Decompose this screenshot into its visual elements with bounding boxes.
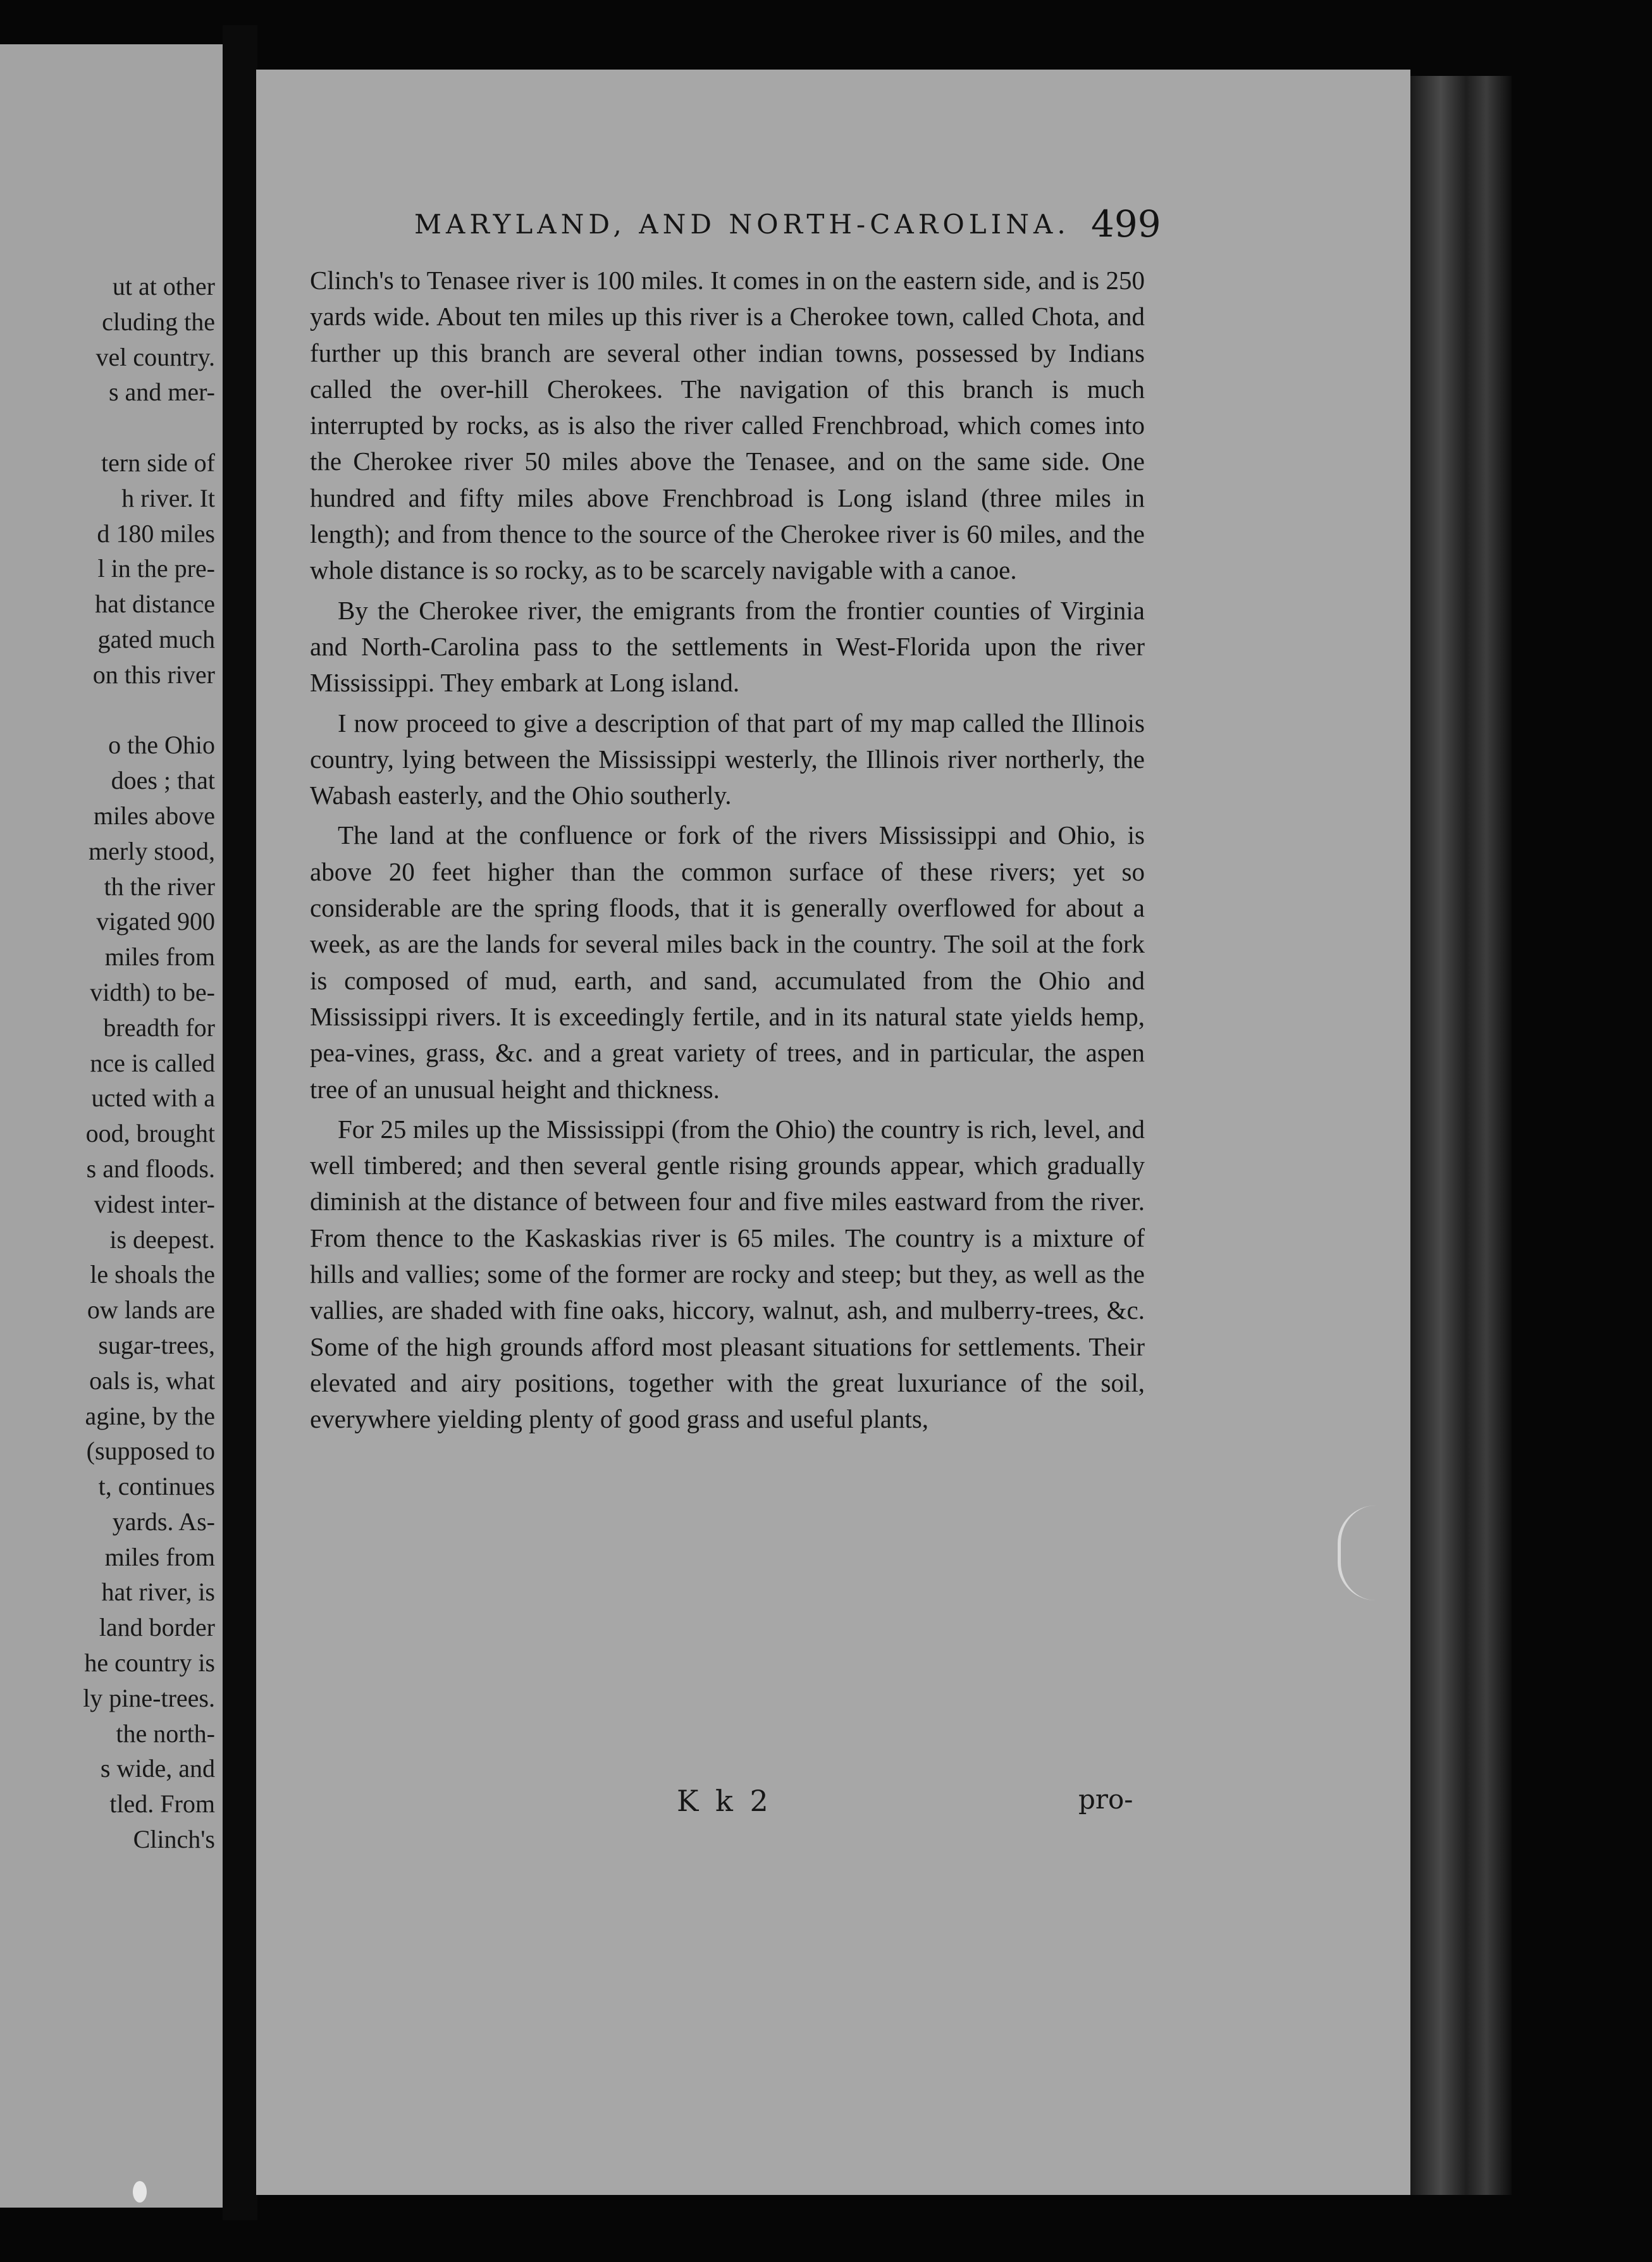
- running-head: MARYLAND, AND NORTH-CAROLINA.: [414, 209, 1070, 240]
- left-page-line: hat distance: [95, 590, 215, 619]
- left-page-line: yards. As-: [112, 1507, 215, 1536]
- left-page-line: he country is: [84, 1648, 215, 1678]
- left-page-line: tern side of: [101, 448, 215, 477]
- signature-mark: K k 2: [677, 1784, 772, 1818]
- scan-speck: [133, 2181, 147, 2203]
- left-page-line: agine, by the: [85, 1401, 215, 1430]
- left-page-line: on this river: [92, 660, 215, 689]
- left-page-line: l in the pre-: [97, 554, 215, 583]
- left-page-line: s and mer-: [108, 378, 215, 407]
- left-page-line: ucted with a: [91, 1084, 215, 1113]
- left-page-line: [0, 410, 215, 445]
- left-page-line: th the river: [104, 872, 215, 901]
- left-page-text: [0, 269, 215, 1857]
- paragraph: I now proceed to give a description of that part of my map called the Illinois country, lying between the Mississippi westerly, the Illinois river northerly, the Wabash easterly, and the Ohio southerly.: [310, 708, 1145, 810]
- left-page-line: s and floods.: [86, 1154, 215, 1183]
- left-page-line: tled. From: [109, 1789, 215, 1819]
- left-page-line: nce is called: [90, 1048, 215, 1077]
- body-text: [310, 263, 1145, 1438]
- left-page-line: Clinch's: [133, 1825, 215, 1854]
- left-page-line: land border: [99, 1613, 215, 1642]
- left-page-line: t, continues: [98, 1472, 215, 1501]
- left-page-line: gated much: [97, 624, 215, 653]
- left-page-line: d 180 miles: [97, 519, 215, 548]
- left-page-line: ly pine-trees.: [83, 1683, 215, 1712]
- left-page-line: ow lands are: [87, 1295, 215, 1325]
- left-page-line: oals is, what: [89, 1366, 215, 1395]
- paragraph: For 25 miles up the Mississippi (from the Ohio) the country is rich, level, and well timbered; and then several gentle rising grounds appear, which gradually diminish at the distance of between four and five miles eastward from the river. From thence to the Kaskaskias river is 65 miles. The country is a mixture of hills and vallies; some of the former are rocky and steep; but they, as well as the vallies, are shaded with fine oaks, hiccory, walnut, ash, and mulberry-trees, &c. Some of the high grounds afford most pleasant situations for settlements. Their elevated and airy positions, together with the great luxuriance of the soil, everywhere yielding plenty of good grass and useful plants,: [310, 1114, 1145, 1434]
- left-page-line: vel country.: [96, 342, 215, 371]
- left-page-line: miles from: [104, 1542, 215, 1571]
- paragraph: By the Cherokee river, the emigrants from the frontier counties of Virginia and North-Carolina pass to the settlements in West-Florida upon the river Mississippi. They embark at Long island.: [310, 595, 1145, 698]
- left-page-line: o the Ohio: [108, 731, 215, 760]
- left-page-line: vidth) to be-: [90, 977, 215, 1006]
- left-page-line: breadth for: [103, 1013, 215, 1042]
- left-page-line: ood, brought: [85, 1119, 215, 1148]
- left-page-line: merly stood,: [89, 836, 215, 865]
- book-gutter: [223, 25, 257, 2220]
- paragraph: Clinch's to Tenasee river is 100 miles. It comes in on the eastern side, and is 250 yards wide. About ten miles up this river is a Cherokee town, called Chota, and further up this branch are several other indian towns, possessed by Indians called the over-hill Cherokees. The navigation of this branch is much interrupted by rocks, as is also the river called Frenchbroad, which comes into the Cherokee river 50 miles above the Tenasee, and on the same side. One hundred and fifty miles above Frenchbroad is Long island (three miles in length); and from thence to the source of the Cherokee river is 60 miles, and the whole distance is so rocky, as to be scarcely navigable with a canoe.: [310, 266, 1145, 585]
- left-page-line: cluding the: [102, 307, 215, 336]
- left-page-line: does ; that: [111, 766, 215, 795]
- paragraph: The land at the confluence or fork of the rivers Mississippi and Ohio, is above 20 feet higher than the common surface of these rivers; yet so considerable are the spring floods, that it is generally overflowed for about a week, as are the lands for several miles back in the country. The soil at the fork is composed of mud, earth, and sand, accumulated from the Ohio and Mississippi rivers. It is exceedingly fertile, and in its natural state yields hemp, pea-vines, grass, &c. and a great variety of trees, and in particular, the aspen tree of an unusual height and thickness.: [310, 820, 1145, 1104]
- left-page-line: videst inter-: [94, 1189, 215, 1218]
- left-page-line: miles from: [104, 942, 215, 972]
- left-page-line: hat river, is: [101, 1578, 215, 1607]
- left-page-line: vigated 900: [96, 907, 215, 936]
- left-facing-page: [0, 44, 223, 2208]
- left-page-line: ut at other: [112, 272, 215, 300]
- left-page-line: miles above: [93, 801, 215, 830]
- left-page-line: sugar-trees,: [98, 1330, 215, 1359]
- left-page-line: [0, 693, 215, 728]
- left-page-line: le shoals the: [90, 1260, 215, 1289]
- left-page-line: s wide, and: [100, 1754, 215, 1783]
- catchword: pro-: [1078, 1784, 1133, 1815]
- left-page-line: the north-: [116, 1719, 215, 1748]
- left-page-line: (supposed to: [86, 1437, 215, 1466]
- left-page-line: is deepest.: [109, 1225, 215, 1254]
- page-edges: [1410, 76, 1512, 2195]
- left-page-line: h river. It: [121, 483, 215, 512]
- page-number: 499: [1091, 202, 1161, 245]
